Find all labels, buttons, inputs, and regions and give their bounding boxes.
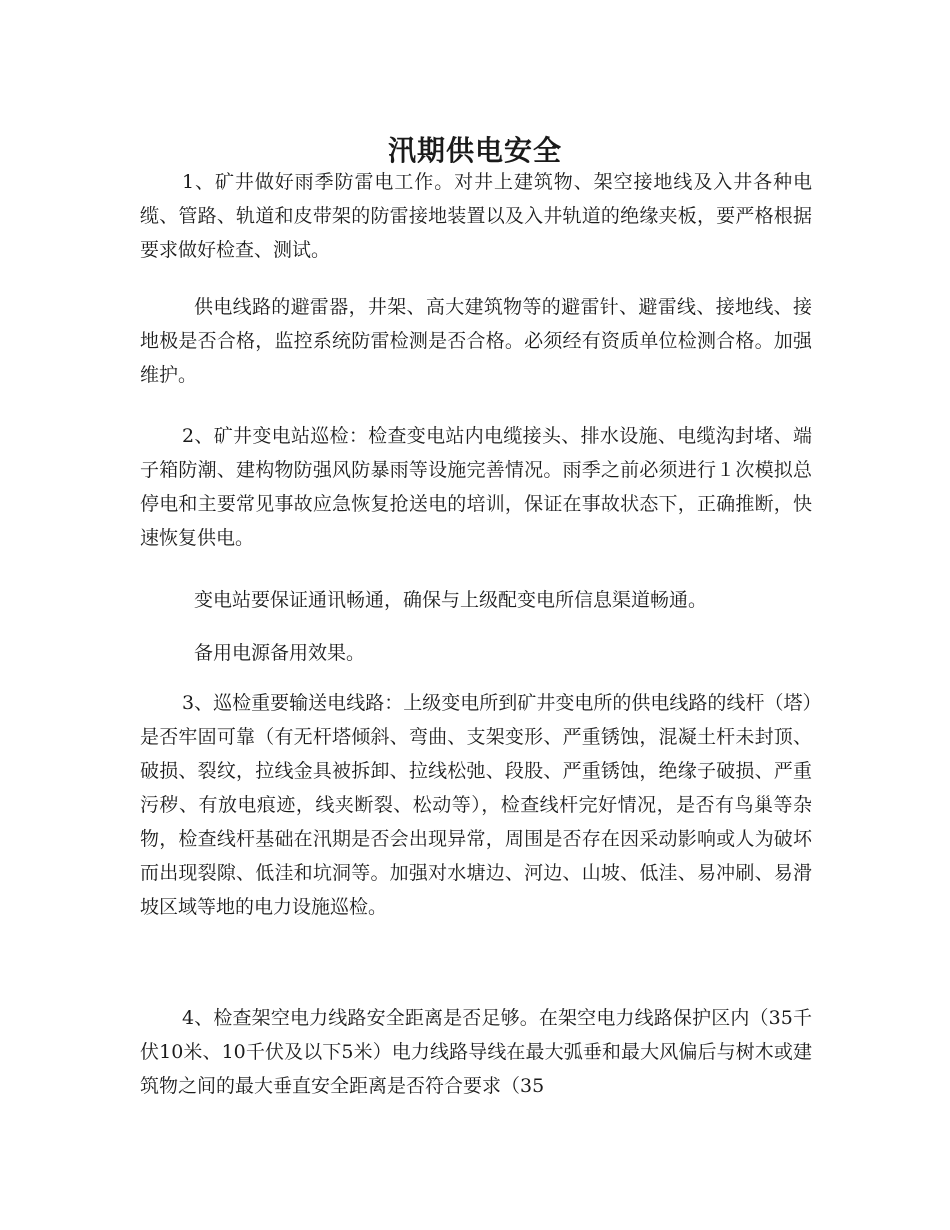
paragraph-2: 供电线路的避雷器，井架、高大建筑物等的避雷针、避雷线、接地线、接地极是否合格，监控系统防雷检测是否合格。必须经有资质单位检测合格。加强维护。: [140, 296, 812, 386]
paragraph-4: 变电站要保证通讯畅通，确保与上级配变电所信息渠道畅通。: [194, 589, 708, 611]
paragraph-6: 3、巡检重要输送电线路：上级变电所到矿井变电所的供电线路的线杆（塔）是否牢固可靠（有无杆塔倾斜、弯曲、支架变形、严重锈蚀，混凝土杆未封顶、破损、裂纹，拉线金具被拆卸、拉线松弛、段股、严重锈蚀，绝缘子破损、严重污秽、有放电痕迹，线夹断裂、松动等），检查线杆完好情况，是否有鸟巢等杂物，检查线杆基础在汛期是否会出现异常，周围是否存在因采动影响或人为破坏而出现裂隙、低洼和坑洞等。加强对水塘边、河边、山坡、低洼、易冲刷、易滑坡区域等地的电力设施巡检。: [140, 692, 812, 918]
paragraph-5: 备用电源备用效果。: [194, 642, 366, 664]
document-title: 汛期供电安全: [387, 133, 562, 167]
paragraph-3: 2、矿井变电站巡检：检查变电站内电缆接头、排水设施、电缆沟封堵、端子箱防潮、建构物防强风防暴雨等设施完善情况。雨季之前必须进行１次模拟总停电和主要常见事故应急恢复抢送电的培训，保证在事故状态下，正确推断，快速恢复供电。: [140, 425, 812, 549]
paragraph-1: 1、矿井做好雨季防雷电工作。对井上建筑物、架空接地线及入井各种电缆、管路、轨道和皮带架的防雷接地装置以及入井轨道的绝缘夹板，要严格根据要求做好检查、测试。: [140, 171, 812, 261]
paragraph-7: 4、检查架空电力线路安全距离是否足够。在架空电力线路保护区内（35千伏10米、10千伏及以下5米）电力线路导线在最大弧垂和最大风偏后与树木或建筑物之间的最大垂直安全距离是否符合要求（35: [140, 1007, 812, 1097]
